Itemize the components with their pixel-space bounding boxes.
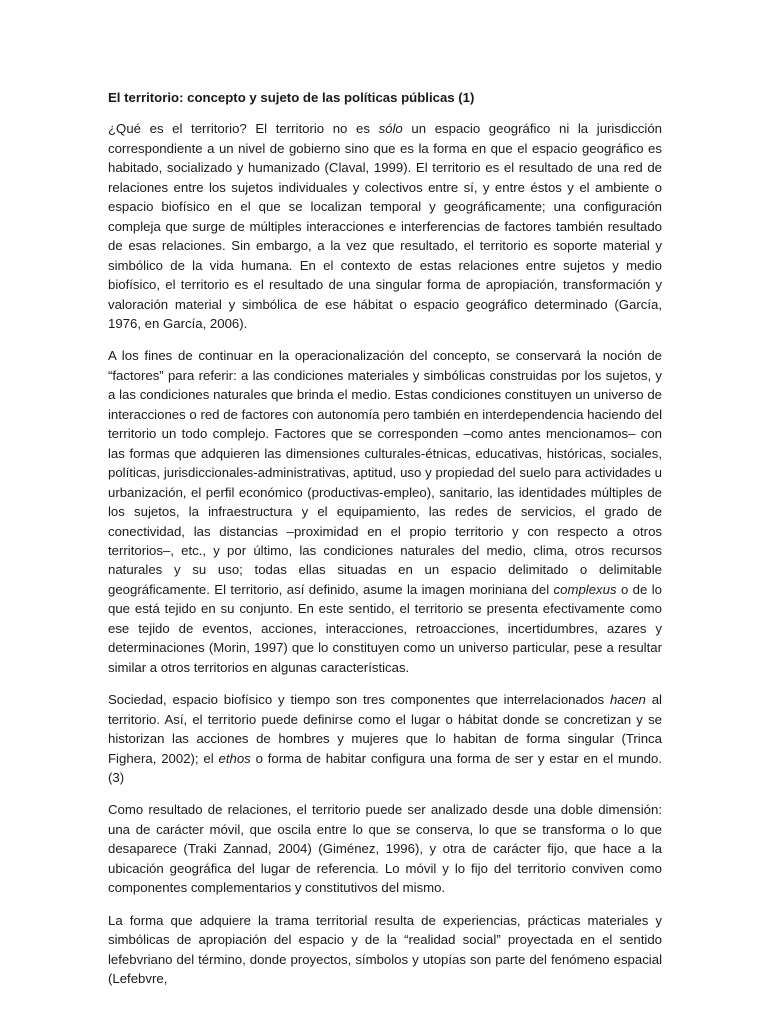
- paragraph-5-text: La forma que adquiere la trama territorial resulta de experiencias, prácticas materiales y simbólicas de apropiación del espacio y de la “realidad social” proyectada en el sentido lefebvriano del término, donde proyectos, símbolos y utopías son parte del fenómeno espacial (Lefebvre,: [108, 912, 662, 987]
- paragraph-1: [108, 119, 662, 333]
- paragraph-2: [108, 346, 662, 677]
- paragraph-3: [108, 690, 662, 787]
- document-body: [108, 88, 662, 1001]
- paragraph-3-emphasis-1: hacen: [609, 692, 646, 708]
- paragraph-1-emphasis: sólo: [378, 121, 403, 137]
- paragraph-1-text-a: ¿Qué es el territorio? El territorio no es: [108, 121, 379, 137]
- paragraph-4: [108, 800, 662, 897]
- paragraph-5: [108, 911, 662, 989]
- paragraph-3-text-b: al territorio. Así, el territorio puede definirse como el lugar o hábitat donde se concretizan y se historizan las acciones de hombres y mujeres que lo habitan de forma singular (Trinca Fighera, 2002); el: [108, 692, 662, 766]
- paragraph-3-text-a: Sociedad, espacio biofísico y tiempo son tres componentes que interrelacionados: [108, 692, 610, 708]
- paragraph-2-emphasis: complexus: [553, 581, 617, 597]
- paragraph-3-emphasis-2: ethos: [218, 750, 251, 766]
- paragraph-2-text-b: o de lo que está tejido en su conjunto. En este sentido, el territorio se presenta efectivamente como ese tejido de eventos, acciones, interacciones, retroacciones, incertidumbres, azares y determinaciones (Morin, 1997) que lo constituyen como un universo particular, pese a resultar similar a otros territorios en algunas características.: [108, 581, 662, 675]
- document-title: El territorio: concepto y sujeto de las políticas públicas (1): [108, 90, 475, 105]
- paragraph-1-text-b: un espacio geográfico ni la jurisdicción correspondiente a un nivel de gobierno sino que es la forma en que el espacio geográfico es habitado, socializado y humanizado (Claval, 1999). El territorio es el resultado de una red de relaciones entre los sujetos individuales y colectivos entre sí, y entre éstos y el ambiente o espacio biofísico en el que se localizan temporal y geográficamente; una configuración compleja que surge de múltiples interacciones e interferencias de factores también resultado de esas relaciones. Sin embargo, a la vez que resultado, el territorio es soporte material y simbólico de la vida humana. En el contexto de estas relaciones entre sujetos y medio biofísico, el territorio es el resultado de una singular forma de apropiación, transformación y valoración material y simbólica de ese hábitat o espacio geográfico determinado (García, 1976, en García, 2006).: [108, 121, 663, 331]
- paragraph-4-text: Como resultado de relaciones, el territorio puede ser analizado desde una doble dimensión: una de carácter móvil, que oscila entre lo que se conserva, lo que se transforma o lo que desaparece (Traki Zannad, 2004) (Giménez, 1996), y otra de carácter fijo, que hace a la ubicación geográfica del lugar de referencia. Lo móvil y lo fijo del territorio conviven como componentes complementarios y constitutivos del mismo.: [108, 802, 662, 896]
- paragraph-2-text-a: A los fines de continuar en la operacionalización del concepto, se conservará la noción de “factores” para referir: a las condiciones materiales y simbólicas construidas por los sujetos, y a las condiciones naturales que brinda el medio. Estas condiciones constituyen un universo de interacciones o red de factores con autonomía pero también en interdependencia haciendo del territorio un todo complejo. Factores que se corresponden –como antes mencionamos– con las formas que adquieren las dimensiones culturales-étnicas, educativas, históricas, sociales, políticas, jurisdiccionales-administrativas, aptitud, uso y propiedad del suelo para actividades u urbanización, el perfil económico (productivas-empleo), sanitario, las identidades múltiples de los sujetos, la infraestructura y el equipamiento, las redes de servicios, el grado de conectividad, las distancias –proximidad en el propio territorio y con respecto a otros territorios–, etc., y por último, las condiciones naturales del medio, clima, otros recursos naturales y su uso; todas ellas situadas en un espacio delimitado o delimitable geográficamente. El territorio, así definido, asume la imagen moriniana del: [108, 348, 662, 597]
- paragraph-3-text-c: o forma de habitar configura una forma de ser y estar en el mundo. (3): [108, 750, 662, 785]
